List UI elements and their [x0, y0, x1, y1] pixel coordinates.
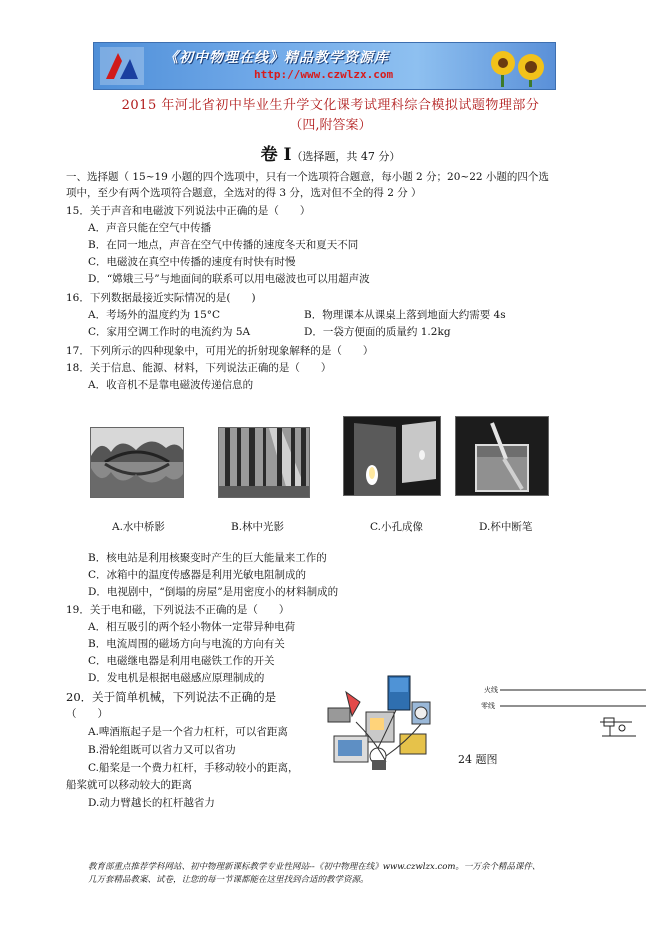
- footer-line-2: 几万套精品教案、试卷，让您的每一节课都能在这里找到合适的教学资源。: [88, 875, 369, 885]
- q18-option-d: D．电视剧中，“倒塌的房屋”是用密度小的材料制成的: [88, 586, 339, 598]
- section-title: 卷 I: [260, 145, 292, 165]
- q16-option-d: D．一袋方便面的质量约 1.2kg: [304, 326, 451, 338]
- intro-line-1: 一、选择题（ 15~19 小题的四个选项中，只有一个选项符合题意，每小题 2 分；20~22 小题的四个选: [66, 171, 549, 183]
- q20-paren: （ ）: [66, 708, 108, 720]
- q19-option-b: B．电流周围的磁场方向与电流的方向有关: [88, 638, 285, 650]
- q17-stem: 17．下列所示的四种现象中，可用光的折射现象解释的是（ ）: [66, 345, 374, 357]
- footer-line-1: 教育部重点推荐学科网站、初中物理新课标教学专业性网站--《初中物理在线》www.czwlzx.com。一万余个精品课件、: [88, 862, 541, 872]
- q18-stem: 18．关于信息、能源、材料，下列说法正确的是（ ）: [66, 362, 332, 374]
- forest-light-photo: [218, 427, 310, 498]
- figure-24-caption: 24 题图: [458, 753, 498, 766]
- q15-stem: 15．关于声音和电磁波下列说法中正确的是（ ）: [66, 205, 311, 217]
- q15-option-b: B．在同一地点，声音在空气中传播的速度冬天和夏天不同: [88, 239, 359, 251]
- banner-title: 《初中物理在线》精品教学资源库: [164, 50, 389, 66]
- page-title: 2015 年河北省初中毕业生升学文化课考试理科综合模拟试题物理部分: [121, 98, 540, 113]
- caption-d: D.杯中断笔: [479, 521, 533, 533]
- caption-b: B.林中光影: [231, 521, 285, 533]
- household-appliances-illustration: [326, 672, 438, 780]
- site-banner: [93, 42, 556, 90]
- q18-option-a: A．收音机不是靠电磁波传递信息的: [88, 379, 254, 391]
- q20-stem: 20．关于简单机械，下列说法不正确的是: [66, 690, 277, 704]
- q20-option-a: A.啤酒瓶起子是一个省力杠杆，可以省距离: [88, 726, 288, 738]
- q18-option-c: C．冰箱中的温度传感器是利用光敏电阻制成的: [88, 569, 307, 581]
- q19-option-a: A．相互吸引的两个轻小物体一定带异种电荷: [88, 621, 296, 633]
- banner-url: http://www.czwlzx.com: [254, 68, 394, 81]
- sunflower-icon: [481, 45, 551, 87]
- site-logo-icon: [100, 47, 144, 85]
- q15-option-d: D．“嫦娥三号”与地面间的联系可以用电磁波也可以用超声波: [88, 273, 370, 285]
- neutral-wire-label: 零线: [481, 702, 495, 710]
- q16-option-a: A．考场外的温度约为 15°C: [88, 309, 221, 321]
- page-subtitle: （四,附答案）: [289, 118, 372, 133]
- q18-option-b: B．核电站是利用核聚变时产生的巨大能量来工作的: [88, 552, 327, 564]
- q19-option-c: C．电磁继电器是利用电磁铁工作的开关: [88, 655, 275, 667]
- circuit-diagram: [496, 684, 656, 746]
- intro-line-2: 项中，至少有两个选项符合题意，全选对的得 3 分，选对但不全的得 2 分 ）: [66, 187, 422, 199]
- section-heading: [0, 140, 661, 165]
- live-wire-label: 火线: [484, 686, 498, 694]
- q20-option-b: B.滑轮组既可以省力又可以省功: [88, 744, 236, 756]
- broken-pencil-photo: [455, 416, 549, 496]
- q20-option-c: C.船桨是一个费力杠杆，手移动较小的距离，: [88, 762, 299, 774]
- q20-option-c-cont: 船桨就可以移动较大的距离: [66, 779, 192, 791]
- q20-option-d: D.动力臂越长的杠杆越省力: [88, 797, 215, 809]
- q19-stem: 19．关于电和磁，下列说法不正确的是（ ）: [66, 604, 290, 616]
- caption-c: C.小孔成像: [370, 521, 423, 533]
- q19-option-d: D．发电机是根据电磁感应原理制成的: [88, 672, 265, 684]
- q16-option-c: C．家用空调工作时的电流约为 5A: [88, 326, 251, 338]
- q16-option-b: B．物理课本从课桌上落到地面大约需要 4s: [304, 309, 506, 321]
- q15-option-c: C．电磁波在真空中传播的速度有时快有时慢: [88, 256, 296, 268]
- pinhole-image-photo: [343, 416, 441, 496]
- bridge-reflection-photo: [90, 427, 184, 498]
- caption-a: A.水中桥影: [112, 521, 165, 533]
- q15-option-a: A．声音只能在空气中传播: [88, 222, 212, 234]
- q16-stem: 16．下列数据最接近实际情况的是( ): [66, 292, 256, 304]
- section-note: （选择题，共 47 分）: [291, 150, 401, 163]
